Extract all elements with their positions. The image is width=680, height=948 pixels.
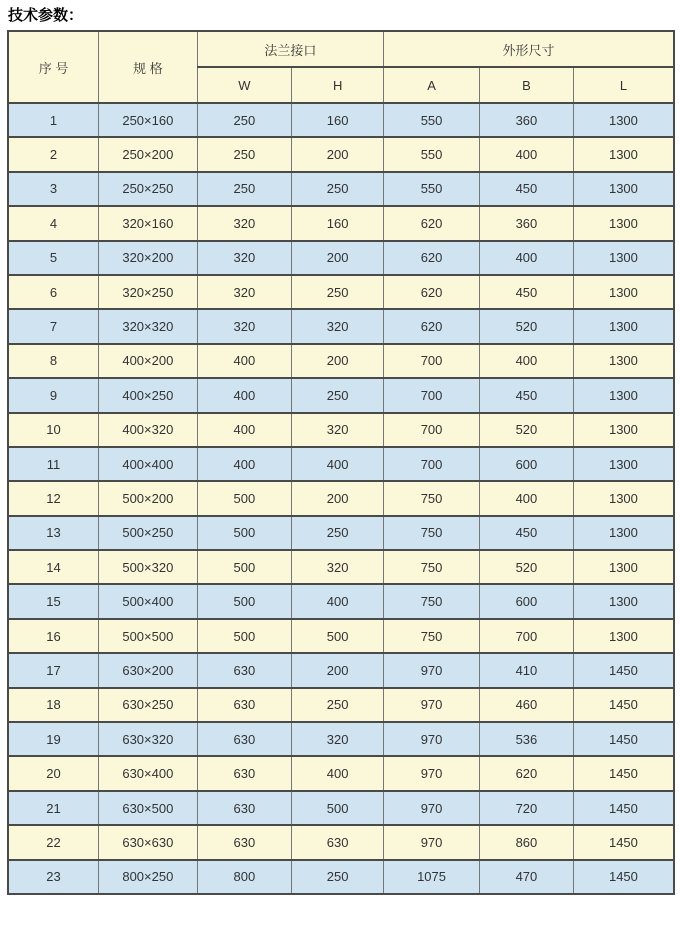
table-cell-a: 970 (384, 756, 480, 790)
header-a: A (384, 67, 480, 103)
table-cell-w: 500 (197, 584, 292, 618)
table-cell-l: 1450 (573, 860, 674, 894)
table-row (8, 447, 674, 481)
table-cell-b: 450 (479, 516, 573, 550)
table-cell-no: 23 (8, 860, 99, 894)
table-cell-h: 160 (292, 206, 384, 240)
table-cell-a: 700 (384, 413, 480, 447)
table-cell-no: 12 (8, 481, 99, 515)
table-cell-spec: 400×400 (99, 447, 198, 481)
table-cell-a: 750 (384, 619, 480, 653)
table-cell-no: 13 (8, 516, 99, 550)
table-cell-h: 400 (292, 584, 384, 618)
table-cell-l: 1450 (573, 791, 674, 825)
table-cell-no: 14 (8, 550, 99, 584)
table-cell-w: 250 (197, 103, 292, 137)
table-row (8, 584, 674, 618)
table-cell-h: 200 (292, 481, 384, 515)
table-cell-no: 3 (8, 172, 99, 206)
table-cell-l: 1300 (573, 550, 674, 584)
table-cell-b: 620 (479, 756, 573, 790)
header-flange-interface-group: 法兰接口 (197, 31, 383, 67)
table-cell-w: 630 (197, 756, 292, 790)
table-cell-h: 200 (292, 137, 384, 171)
table-cell-w: 320 (197, 206, 292, 240)
table-cell-no: 4 (8, 206, 99, 240)
table-cell-no: 8 (8, 344, 99, 378)
table-cell-no: 22 (8, 825, 99, 859)
table-cell-l: 1300 (573, 413, 674, 447)
table-cell-no: 6 (8, 275, 99, 309)
table-cell-h: 200 (292, 653, 384, 687)
table-cell-spec: 630×630 (99, 825, 198, 859)
table-cell-w: 630 (197, 791, 292, 825)
table-cell-w: 400 (197, 447, 292, 481)
table-cell-w: 250 (197, 172, 292, 206)
table-cell-w: 320 (197, 309, 292, 343)
table-cell-h: 250 (292, 172, 384, 206)
table-cell-b: 450 (479, 275, 573, 309)
table-cell-spec: 630×250 (99, 688, 198, 722)
table-cell-a: 970 (384, 688, 480, 722)
header-b: B (479, 67, 573, 103)
table-row (8, 206, 674, 240)
table-cell-h: 250 (292, 516, 384, 550)
table-cell-spec: 320×160 (99, 206, 198, 240)
table-cell-spec: 320×250 (99, 275, 198, 309)
table-cell-w: 400 (197, 344, 292, 378)
table-cell-no: 17 (8, 653, 99, 687)
table-cell-a: 750 (384, 516, 480, 550)
table-cell-w: 320 (197, 275, 292, 309)
table-cell-no: 11 (8, 447, 99, 481)
table-cell-a: 750 (384, 584, 480, 618)
table-row (8, 653, 674, 687)
table-cell-no: 9 (8, 378, 99, 412)
table-cell-a: 550 (384, 137, 480, 171)
table-cell-l: 1300 (573, 378, 674, 412)
table-cell-h: 160 (292, 103, 384, 137)
table-cell-w: 400 (197, 413, 292, 447)
table-cell-b: 520 (479, 550, 573, 584)
table-row (8, 413, 674, 447)
table-cell-h: 200 (292, 241, 384, 275)
table-cell-l: 1300 (573, 481, 674, 515)
table-row (8, 791, 674, 825)
table-cell-h: 250 (292, 688, 384, 722)
table-cell-b: 400 (479, 137, 573, 171)
table-cell-a: 970 (384, 722, 480, 756)
table-cell-h: 320 (292, 413, 384, 447)
table-cell-spec: 250×200 (99, 137, 198, 171)
table-cell-a: 970 (384, 653, 480, 687)
table-cell-b: 470 (479, 860, 573, 894)
table-cell-spec: 400×200 (99, 344, 198, 378)
table-cell-b: 360 (479, 206, 573, 240)
table-row (8, 688, 674, 722)
table-cell-a: 700 (384, 344, 480, 378)
table-cell-w: 630 (197, 722, 292, 756)
table-cell-l: 1450 (573, 722, 674, 756)
table-cell-spec: 500×500 (99, 619, 198, 653)
table-row (8, 172, 674, 206)
header-outline-dimensions-group: 外形尺寸 (384, 31, 674, 67)
table-cell-spec: 250×160 (99, 103, 198, 137)
table-cell-h: 500 (292, 791, 384, 825)
table-cell-spec: 500×320 (99, 550, 198, 584)
table-cell-a: 620 (384, 241, 480, 275)
table-cell-w: 400 (197, 378, 292, 412)
table-row (8, 481, 674, 515)
table-cell-l: 1300 (573, 137, 674, 171)
table-cell-l: 1300 (573, 206, 674, 240)
table-cell-no: 21 (8, 791, 99, 825)
table-cell-no: 2 (8, 137, 99, 171)
header-specification: 规 格 (99, 31, 198, 103)
table-cell-b: 520 (479, 309, 573, 343)
table-cell-h: 200 (292, 344, 384, 378)
table-cell-b: 450 (479, 172, 573, 206)
table-row (8, 309, 674, 343)
table-cell-b: 860 (479, 825, 573, 859)
table-cell-a: 620 (384, 309, 480, 343)
table-row (8, 619, 674, 653)
table-cell-a: 750 (384, 481, 480, 515)
table-cell-a: 700 (384, 378, 480, 412)
table-cell-l: 1300 (573, 344, 674, 378)
table-cell-spec: 630×500 (99, 791, 198, 825)
table-cell-b: 600 (479, 447, 573, 481)
table-row (8, 137, 674, 171)
table-row (8, 860, 674, 894)
table-cell-h: 320 (292, 722, 384, 756)
table-cell-no: 15 (8, 584, 99, 618)
table-cell-spec: 630×320 (99, 722, 198, 756)
table-cell-a: 550 (384, 172, 480, 206)
table-cell-spec: 630×200 (99, 653, 198, 687)
table-cell-no: 19 (8, 722, 99, 756)
table-cell-no: 1 (8, 103, 99, 137)
table-cell-l: 1300 (573, 447, 674, 481)
table-cell-spec: 320×320 (99, 309, 198, 343)
table-cell-a: 970 (384, 791, 480, 825)
table-cell-l: 1450 (573, 688, 674, 722)
table-cell-w: 630 (197, 688, 292, 722)
table-cell-l: 1450 (573, 825, 674, 859)
table-cell-b: 400 (479, 241, 573, 275)
table-cell-h: 400 (292, 756, 384, 790)
table-row (8, 825, 674, 859)
table-cell-spec: 500×200 (99, 481, 198, 515)
table-cell-spec: 250×250 (99, 172, 198, 206)
table-cell-a: 550 (384, 103, 480, 137)
table-header (8, 31, 674, 103)
table-cell-l: 1450 (573, 653, 674, 687)
table-cell-h: 250 (292, 860, 384, 894)
table-row (8, 550, 674, 584)
table-cell-spec: 630×400 (99, 756, 198, 790)
table-cell-h: 250 (292, 378, 384, 412)
table-row (8, 378, 674, 412)
table-cell-a: 620 (384, 275, 480, 309)
header-w: W (197, 67, 292, 103)
table-cell-l: 1300 (573, 241, 674, 275)
table-cell-l: 1300 (573, 619, 674, 653)
table-row (8, 756, 674, 790)
table-cell-l: 1300 (573, 172, 674, 206)
table-cell-h: 320 (292, 550, 384, 584)
table-cell-spec: 500×400 (99, 584, 198, 618)
table-cell-b: 400 (479, 481, 573, 515)
table-cell-l: 1300 (573, 584, 674, 618)
header-serial-number: 序 号 (8, 31, 99, 103)
table-cell-h: 320 (292, 309, 384, 343)
table-row (8, 103, 674, 137)
table-cell-w: 500 (197, 619, 292, 653)
header-row-groups (8, 31, 674, 67)
table-cell-spec: 800×250 (99, 860, 198, 894)
table-cell-spec: 400×250 (99, 378, 198, 412)
table-cell-w: 630 (197, 653, 292, 687)
table-cell-spec: 320×200 (99, 241, 198, 275)
table-cell-w: 500 (197, 481, 292, 515)
table-row (8, 516, 674, 550)
table-cell-b: 720 (479, 791, 573, 825)
table-cell-b: 360 (479, 103, 573, 137)
table-cell-no: 18 (8, 688, 99, 722)
table-cell-no: 10 (8, 413, 99, 447)
table-cell-h: 630 (292, 825, 384, 859)
table-cell-b: 410 (479, 653, 573, 687)
table-cell-w: 500 (197, 550, 292, 584)
table-cell-b: 450 (479, 378, 573, 412)
table-cell-no: 5 (8, 241, 99, 275)
table-cell-no: 16 (8, 619, 99, 653)
table-row (8, 275, 674, 309)
table-cell-a: 700 (384, 447, 480, 481)
page-title: 技术参数： (8, 7, 84, 24)
table-cell-no: 20 (8, 756, 99, 790)
table-cell-spec: 400×320 (99, 413, 198, 447)
table-cell-w: 250 (197, 137, 292, 171)
table-cell-l: 1300 (573, 103, 674, 137)
table-body (8, 103, 674, 894)
table-cell-h: 500 (292, 619, 384, 653)
table-cell-b: 700 (479, 619, 573, 653)
table-cell-a: 1075 (384, 860, 480, 894)
table-cell-b: 460 (479, 688, 573, 722)
table-cell-b: 400 (479, 344, 573, 378)
table-row (8, 344, 674, 378)
table-cell-w: 630 (197, 825, 292, 859)
table-cell-h: 400 (292, 447, 384, 481)
table-cell-w: 500 (197, 516, 292, 550)
table-cell-b: 600 (479, 584, 573, 618)
table-cell-b: 520 (479, 413, 573, 447)
header-l: L (573, 67, 674, 103)
table-cell-l: 1300 (573, 275, 674, 309)
table-cell-no: 7 (8, 309, 99, 343)
table-cell-a: 970 (384, 825, 480, 859)
table-cell-w: 800 (197, 860, 292, 894)
table-cell-b: 536 (479, 722, 573, 756)
table-cell-a: 750 (384, 550, 480, 584)
table-cell-l: 1300 (573, 516, 674, 550)
table-cell-l: 1300 (573, 309, 674, 343)
table-cell-a: 620 (384, 206, 480, 240)
table-cell-spec: 500×250 (99, 516, 198, 550)
table-cell-h: 250 (292, 275, 384, 309)
table-cell-l: 1450 (573, 756, 674, 790)
table-cell-w: 320 (197, 241, 292, 275)
table-row (8, 722, 674, 756)
parameters-table (7, 30, 675, 895)
table-row (8, 241, 674, 275)
header-h: H (292, 67, 384, 103)
